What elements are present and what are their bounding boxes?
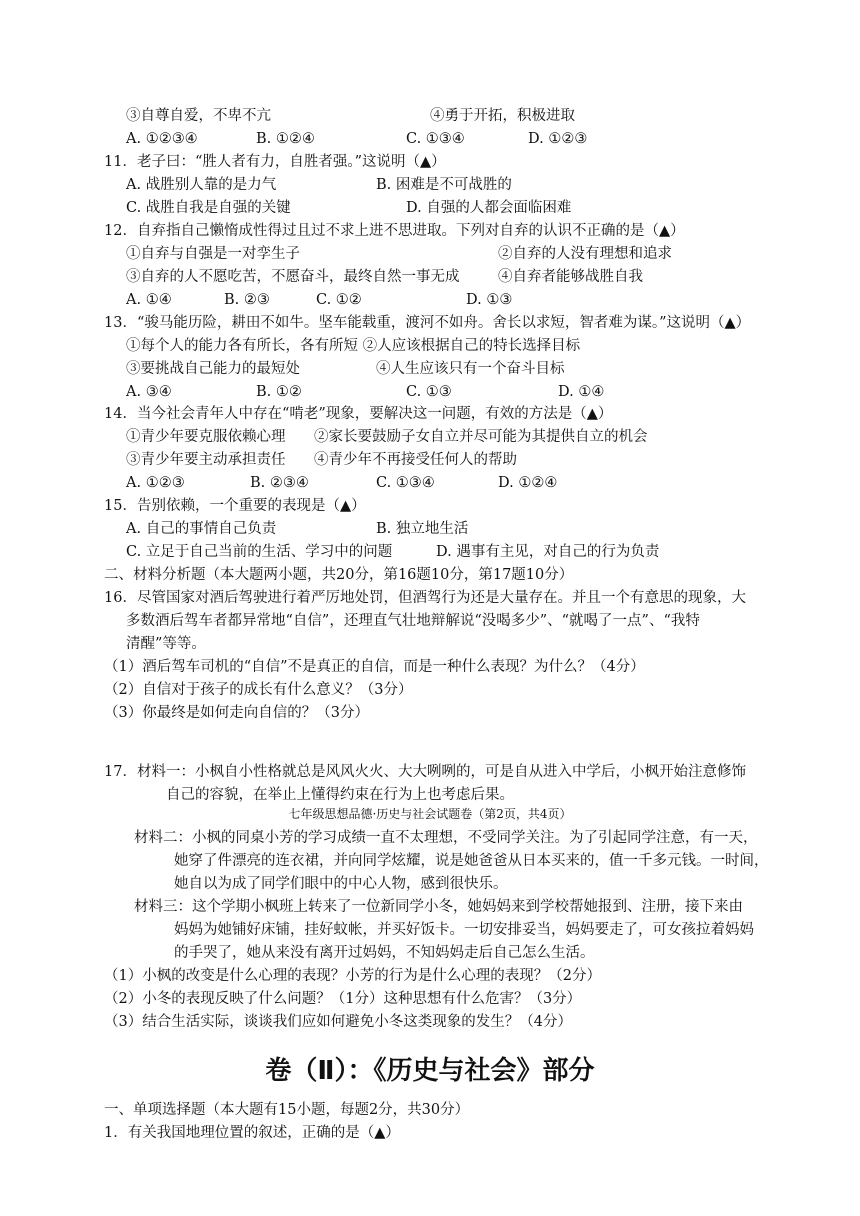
section-header: 二、材料分析题（本大题两小题，共20分，第16题10分，第17题10分） [104,567,574,583]
question-17-material-1: 自己的容貌，在举止上懂得约束在行为上也考虑后果。 [166,787,514,803]
option-a: A. ①②③ [126,475,185,491]
option-c: C. ①③④ [376,475,435,491]
statement-4: ④人生应该只有一个奋斗目标 [376,361,565,377]
question-15-stem: 15．告别依赖，一个重要的表现是（▲） [104,498,366,514]
option-d: D. 遇事有主见，对自己的行为负责 [436,544,660,560]
question-17-material-3: 妈妈为她铺好床铺，挂好蚊帐，并买好饭卡。一切安排妥当，妈妈要走了，可女孩拉着妈妈 [174,922,754,938]
sub-question-1: （1）小枫的改变是什么心理的表现？小芳的行为是什么心理的表现？（2分） [104,968,601,984]
page-footer: 七年级思想品德·历史与社会试题卷（第2页，共4页） [288,807,572,821]
option-b: B. ①②④ [256,131,315,147]
section-title: 卷（Ⅱ）：《历史与社会》部分 [265,1056,595,1086]
option-c: C. ①③ [406,384,452,400]
question-16-text: 清醒”等等。 [126,636,206,652]
question-16-text: 16．尽管国家对酒后驾驶进行着严厉地处罚，但酒驾行为还是大量存在。并且一个有意思的现象，大 [104,590,746,606]
option-a: A. 自己的事情自己负责 [126,521,277,537]
question-11-stem: 11．老子曰：“胜人者有力，自胜者强。”这说明（▲） [104,154,446,170]
statement-1: ①自弃与自强是一对孪生子 [126,246,300,262]
question-16-text: 多数酒后驾车者都异常地“自信”，还理直气壮地辩解说“没喝多少”、“就喝了一点”、“我特 [126,613,700,629]
statement-1: ①青少年要克服依赖心理 [126,429,286,445]
option-d: D. ①④ [558,384,605,400]
option-d: D. ①②③ [528,131,588,147]
question-12-stem: 12．自弃指自己懒惰成性得过且过不求上进不思进取。下列对自弃的认识不正确的是（▲） [104,223,685,239]
question-13-stem: 13．“骏马能历险，耕田不如牛。坚车能载重，渡河不如舟。舍长以求短，智者难为谋。”这说明（▲） [104,315,751,331]
question-17-material-2: 材料二：小枫的同桌小芳的学习成绩一直不太理想，不受同学关注。为了引起同学注意，有一天， [134,830,758,846]
sub-question-1: （1）酒后驾车司机的“自信”不是真正的自信，而是一种什么表现？为什么？（4分） [104,659,645,675]
option-a: A. ①④ [126,292,172,308]
option-d: D. ①②④ [498,475,558,491]
statement-3: ③自尊自爱，不卑不亢 [126,108,271,124]
statement-4: ④自弃者能够战胜自我 [498,269,643,285]
question-17-material-2: 她穿了件漂亮的连衣裙，并向同学炫耀，说是她爸爸从日本买来的，值一千多元钱。一时间， [174,853,769,869]
question-1-stem: 1．有关我国地理位置的叙述，正确的是（▲） [104,1125,400,1141]
option-c: C. ①② [316,292,362,308]
sub-question-3: （3）结合生活实际，谈谈我们应如何避免小冬这类现象的发生？（4分） [104,1014,572,1030]
option-d: D. 自强的人都会面临困难 [406,200,572,216]
option-b: B. 困难是不可战胜的 [376,177,512,193]
question-17-material-2: 她自以为成了同学们眼中的中心人物，感到很快乐。 [174,876,508,892]
option-a: A. ③④ [126,384,172,400]
question-14-stem: 14．当今社会青年人中存在“啃老”现象，要解决这一问题，有效的方法是（▲） [104,406,613,422]
option-a: A. ①②③④ [126,131,198,147]
sub-question-2: （2）小冬的表现反映了什么问题？（1分）这种思想有什么危害？（3分） [104,991,582,1007]
option-d: D. ①③ [466,292,513,308]
statement-2: ②家长要鼓励子女自立并尽可能为其提供自立的机会 [314,429,648,445]
sub-question-2: （2）自信对于孩子的成长有什么意义？（3分） [104,682,413,698]
option-b: B. ②③ [224,292,270,308]
option-c: C. 立足于自己当前的生活、学习中的问题 [126,544,393,560]
option-c: C. ①③④ [406,131,465,147]
statement-2: ②自弃的人没有理想和追求 [498,246,672,262]
statement-3: ③青少年要主动承担责任 [126,452,286,468]
statement-3: ③要挑战自己能力的最短处 [126,361,300,377]
statement-3: ③自弃的人不愿吃苦，不愿奋斗，最终自然一事无成 [126,269,460,285]
option-b: B. 独立地生活 [376,521,469,537]
question-17-material-1: 17．材料一：小枫自小性格就总是风风火火、大大咧咧的，可是自从进入中学后，小枫开始注意修饰 [104,764,746,780]
sub-question-3: （3）你最终是如何走向自信的？（3分） [104,705,369,721]
option-b: B. ②③④ [250,475,309,491]
section-header: 一、单项选择题（本大题有15小题，每题2分，共30分） [104,1102,470,1118]
option-c: C. 战胜自我是自强的关键 [126,200,291,216]
statement-4: ④勇于开拓，积极进取 [430,108,575,124]
statement-4: ④青少年不再接受任何人的帮助 [314,452,517,468]
option-a: A. 战胜别人靠的是力气 [126,177,277,193]
option-b: B. ①② [256,384,302,400]
question-17-material-3: 材料三：这个学期小枫班上转来了一位新同学小冬，她妈妈来到学校帮她报到、注册，接下来由 [134,899,743,915]
statements-1-2: ①每个人的能力各有所长，各有所短 ②人应该根据自己的特长选择目标 [126,338,581,354]
question-17-material-3: 的手哭了，她从来没有离开过妈妈，不知妈妈走后自己怎么生活。 [174,945,595,961]
